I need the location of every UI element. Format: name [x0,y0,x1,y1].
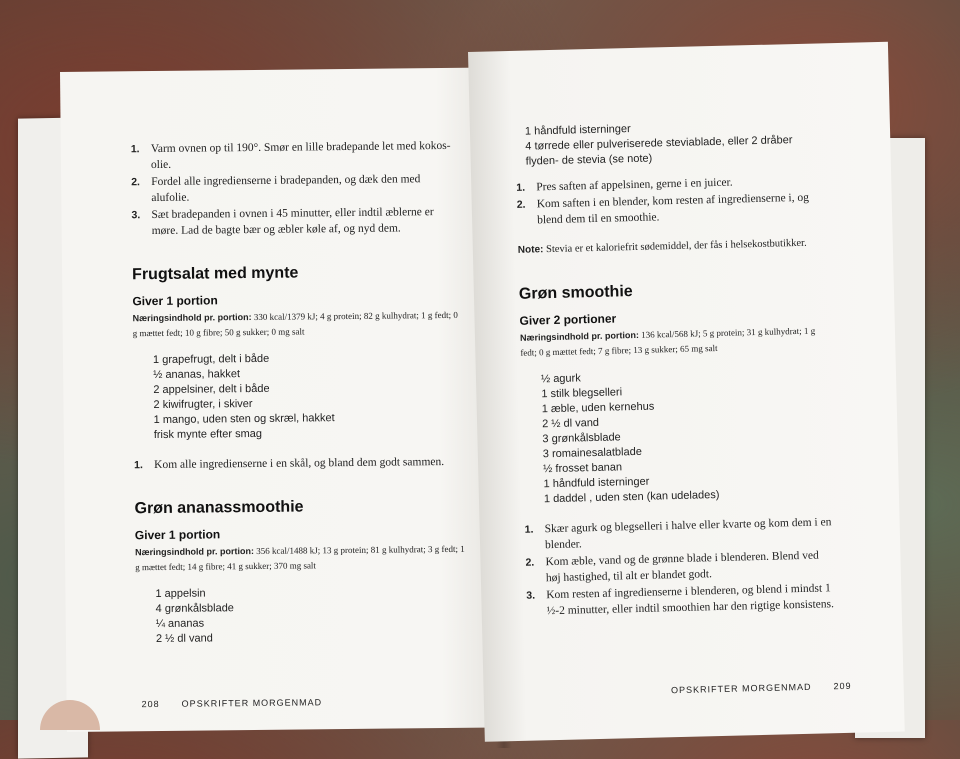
nutrition-info: Næringsindhold pr. portion: 356 kcal/1488 kJ; 13 g protein; 81 g kulhydrat; 3 g fedt; 1 g mættet fedt; 14 g fibre; 41 g sukker; 370 mg salt [134,543,465,573]
ingredient: 1 æble, uden kernehus [541,400,655,416]
recipe-title: Grøn ananassmoothie [134,498,304,518]
step: 1. Kom alle ingredienserne i en skål, og bland dem godt sammen. [134,455,445,472]
ingredient-list [153,350,464,443]
ingredient: ½ frosset banan [543,461,623,476]
page-footer [671,681,852,695]
ingredient: 1 daddel , uden sten (kan udelades) [543,488,720,506]
page-footer [142,697,323,709]
ingredient: 1 stilk blegselleri [541,386,623,401]
recipe-serving: Giver 1 portion [134,527,221,543]
ingredient: 1 grapefrugt, delt i både [152,352,270,367]
recipe-serving: Giver 2 portioner [519,311,617,328]
ingredient: frisk mynte efter smag [153,427,263,442]
recipe-serving: Giver 1 portion [132,293,218,309]
nutrition-info: Næringsindhold pr. portion: 330 kcal/1379 kJ; 4 g protein; 82 g kulhydrat; 1 g fedt; 0 g mættet fedt; 10 g fibre; 50 g sukker; 0 mg salt [132,309,458,339]
step: 1. Skær agurk og blegselleri i halve eller kvarte og kom dem i en blender. [524,516,832,552]
recipe-title: Frugtsalat med mynte [132,264,299,284]
open-book [10,48,925,720]
running-footer: OPSKRIFTER MORGENMAD [181,697,323,709]
ingredient: 3 grønkålsblade [542,431,621,446]
nutrition-info: Næringsindhold pr. portion: 136 kcal/568 kJ; 5 g protein; 31 g kulhydrat; 1 g fedt; 0 g mættet fedt; 7 g fibre; 13 g sukker; 65 mg salt [519,325,816,358]
ingredient: 1 appelsin [155,587,206,601]
left-page [60,67,509,732]
ingredient: 4 grønkålsblade [155,602,234,616]
page-number: 208 [141,698,160,710]
step: 2. Fordel alle ingredienserne i bradepanden, og dæk den med alufolie. [131,173,421,205]
ingredient: 2 ½ dl vand [541,416,600,431]
running-footer: OPSKRIFTER MORGENMAD [670,681,812,696]
step: 1. Pres saften af appelsinen, gerne i en juicer. [516,176,733,194]
ingredient: ½ agurk [540,372,581,386]
ingredient-list [541,365,834,507]
ingredient: 1 håndfuld isterninger [543,475,650,491]
ingredient: 2 ½ dl vand [155,632,213,646]
ingredient: ½ ananas, hakket [153,368,241,382]
step: 3. Sæt bradepanden i ovnen i 45 minutter, eller indtil æblerne er møre. Lad de bagte bær og æbler køle af, og nyd dem. [131,206,434,238]
ingredient-list [155,584,466,647]
ingredient: 2 kiwifrugter, i skiver [153,398,253,412]
step: 1. Varm ovnen op til 190°. Smør en lille bradepande let med kokos- olie. [130,139,451,172]
left-steps-top [131,138,462,239]
note: Note: Stevia er et kaloriefrit sødemiddel, der fås i helsekostbutikker. [517,237,807,256]
ingredient: 1 håndfuld isterninger [524,123,631,138]
page-number: 209 [833,680,852,692]
recipe-title: Grøn smoothie [518,283,633,303]
ingredient: 4 tørrede eller pulveriserede steviablade, eller 2 dråber flyden- de stevia (se note) [525,134,793,168]
ingredient: 3 romainesalatblade [542,445,643,461]
ingredient: 1 mango, uden sten og skræl, hakket [153,412,335,427]
step: 2. Kom æble, vand og de grønne blade i blenderen. Blend ved høj hastighed, til alt er blandet godt. [525,549,819,585]
right-page [468,42,905,742]
step: 3. Kom resten af ingredienserne i blenderen, og blend i mindst 1 ½-2 minutter, eller indtil smoothien har den rigtige konsistens. [526,582,835,618]
ingredient: 2 appelsiner, delt i både [153,382,270,397]
step: 2. Kom saften i en blender, kom resten af ingredienserne i, og blend dem til en smoothie. [516,191,810,227]
ingredient: ¼ ananas [155,617,205,631]
ingredient-list [525,117,826,169]
